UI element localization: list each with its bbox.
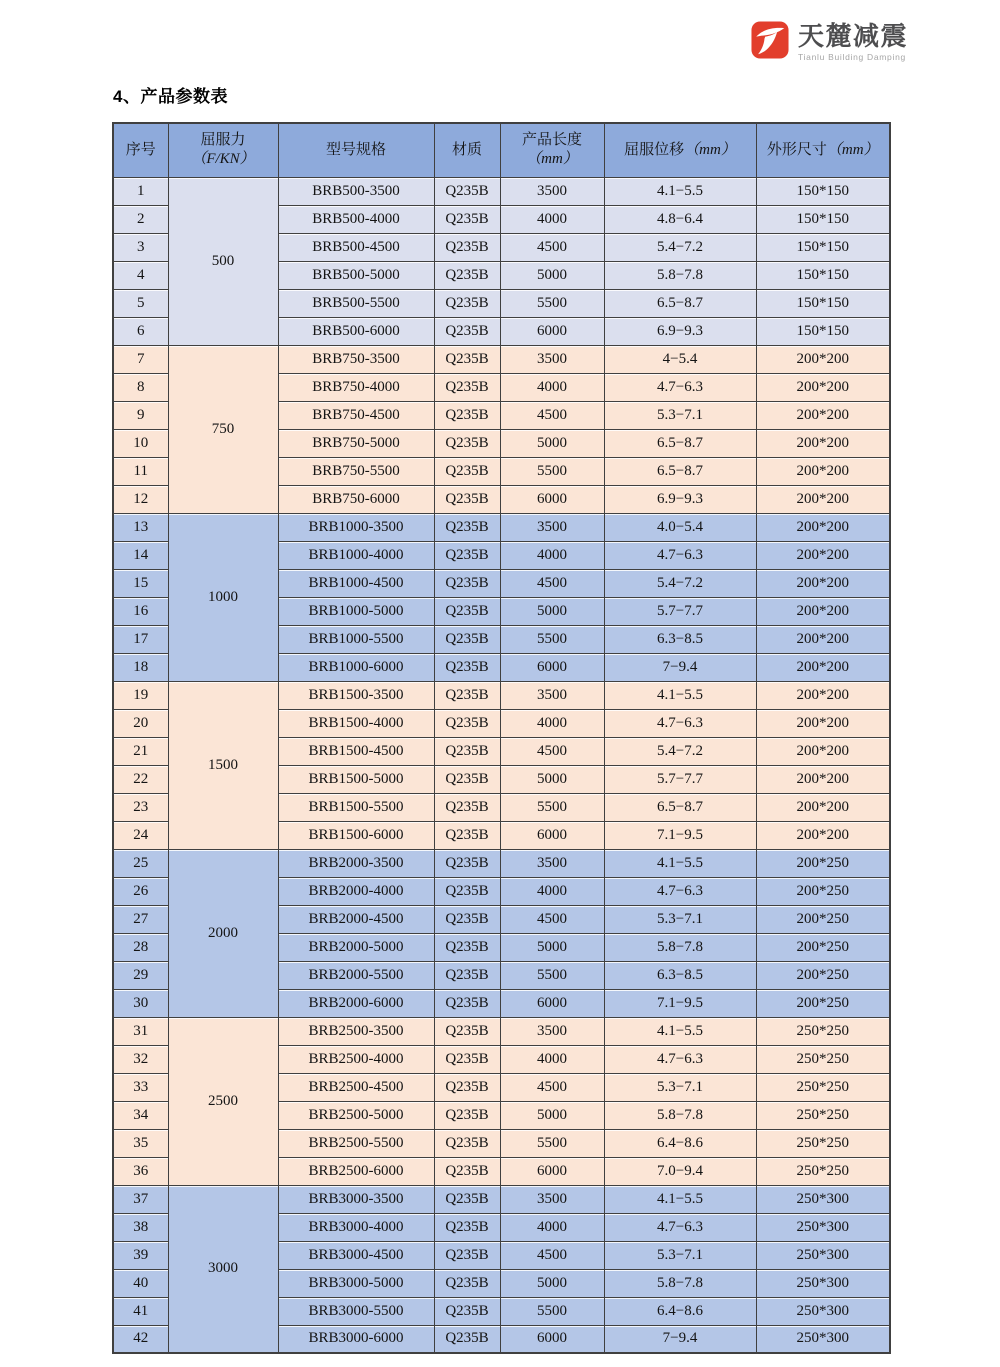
cell-model: BRB1500-5000 [278, 765, 434, 793]
cell-displacement: 4.1−5.5 [604, 177, 756, 205]
cell-force: 1500 [168, 681, 278, 849]
cell-no: 9 [113, 401, 168, 429]
cell-material: Q235B [434, 1325, 500, 1353]
cell-no: 28 [113, 933, 168, 961]
table-row [113, 513, 890, 541]
cell-size: 200*250 [756, 849, 890, 877]
cell-no: 8 [113, 373, 168, 401]
cell-displacement: 5.3−7.1 [604, 1073, 756, 1101]
cell-model: BRB2500-3500 [278, 1017, 434, 1045]
cell-size: 250*250 [756, 1017, 890, 1045]
cell-size: 200*250 [756, 905, 890, 933]
cell-displacement: 7−9.4 [604, 1325, 756, 1353]
cell-size: 150*150 [756, 233, 890, 261]
cell-material: Q235B [434, 1129, 500, 1157]
cell-material: Q235B [434, 933, 500, 961]
table-row [113, 345, 890, 373]
cell-model: BRB2000-3500 [278, 849, 434, 877]
cell-displacement: 4.7−6.3 [604, 1045, 756, 1073]
table-row [113, 849, 890, 877]
cell-length: 6000 [500, 821, 604, 849]
table-row [113, 1185, 890, 1213]
cell-model: BRB750-6000 [278, 485, 434, 513]
logo-title: 天麓减震 [798, 21, 909, 51]
cell-length: 5500 [500, 625, 604, 653]
cell-displacement: 5.8−7.8 [604, 261, 756, 289]
cell-material: Q235B [434, 177, 500, 205]
cell-no: 17 [113, 625, 168, 653]
cell-model: BRB1500-4500 [278, 737, 434, 765]
table-header [113, 123, 890, 177]
page-title: 4、产品参数表 [113, 87, 228, 106]
cell-size: 200*200 [756, 569, 890, 597]
cell-length: 5000 [500, 1101, 604, 1129]
cell-length: 3500 [500, 513, 604, 541]
cell-no: 13 [113, 513, 168, 541]
cell-no: 42 [113, 1325, 168, 1353]
header-col-1 [168, 123, 278, 177]
cell-size: 150*150 [756, 205, 890, 233]
cell-material: Q235B [434, 849, 500, 877]
cell-size: 200*200 [756, 345, 890, 373]
cell-material: Q235B [434, 513, 500, 541]
cell-model: BRB750-5000 [278, 429, 434, 457]
cell-material: Q235B [434, 765, 500, 793]
cell-size: 150*150 [756, 177, 890, 205]
cell-length: 6000 [500, 989, 604, 1017]
cell-size: 200*200 [756, 737, 890, 765]
cell-displacement: 4.1−5.5 [604, 681, 756, 709]
cell-displacement: 5.3−7.1 [604, 905, 756, 933]
cell-displacement: 5.8−7.8 [604, 1101, 756, 1129]
cell-displacement: 5.8−7.8 [604, 933, 756, 961]
cell-length: 3500 [500, 1185, 604, 1213]
cell-no: 14 [113, 541, 168, 569]
cell-model: BRB2000-4500 [278, 905, 434, 933]
cell-length: 4000 [500, 877, 604, 905]
cell-length: 5000 [500, 933, 604, 961]
cell-length: 4500 [500, 1073, 604, 1101]
cell-no: 12 [113, 485, 168, 513]
cell-length: 5500 [500, 1129, 604, 1157]
cell-length: 5000 [500, 261, 604, 289]
header-main: 材质 [451, 141, 482, 158]
cell-material: Q235B [434, 261, 500, 289]
cell-displacement: 4.7−6.3 [604, 709, 756, 737]
cell-size: 250*250 [756, 1045, 890, 1073]
cell-length: 3500 [500, 681, 604, 709]
cell-displacement: 6.5−8.7 [604, 793, 756, 821]
cell-size: 200*200 [756, 485, 890, 513]
cell-no: 24 [113, 821, 168, 849]
cell-material: Q235B [434, 401, 500, 429]
cell-force: 2500 [168, 1017, 278, 1185]
cell-no: 32 [113, 1045, 168, 1073]
cell-length: 3500 [500, 849, 604, 877]
cell-size: 200*200 [756, 541, 890, 569]
cell-length: 4500 [500, 401, 604, 429]
cell-size: 200*200 [756, 597, 890, 625]
table-row [113, 681, 890, 709]
cell-displacement: 7.1−9.5 [604, 821, 756, 849]
cell-material: Q235B [434, 541, 500, 569]
cell-displacement: 5.4−7.2 [604, 569, 756, 597]
cell-no: 36 [113, 1157, 168, 1185]
cell-length: 4500 [500, 905, 604, 933]
cell-model: BRB1000-3500 [278, 513, 434, 541]
cell-displacement: 5.4−7.2 [604, 233, 756, 261]
product-spec-table [112, 122, 891, 1354]
header-main: 外形尺寸 [766, 141, 827, 158]
cell-model: BRB1500-4000 [278, 709, 434, 737]
cell-model: BRB2500-5500 [278, 1129, 434, 1157]
cell-material: Q235B [434, 681, 500, 709]
header-col-4 [500, 123, 604, 177]
cell-force: 3000 [168, 1185, 278, 1353]
cell-force: 750 [168, 345, 278, 513]
cell-displacement: 5.3−7.1 [604, 1241, 756, 1269]
cell-size: 200*200 [756, 625, 890, 653]
cell-size: 250*300 [756, 1325, 890, 1353]
cell-size: 250*300 [756, 1241, 890, 1269]
cell-displacement: 6.3−8.5 [604, 961, 756, 989]
cell-material: Q235B [434, 1297, 500, 1325]
cell-model: BRB2000-5500 [278, 961, 434, 989]
cell-no: 30 [113, 989, 168, 1017]
cell-no: 2 [113, 205, 168, 233]
cell-length: 5500 [500, 289, 604, 317]
cell-displacement: 6.9−9.3 [604, 485, 756, 513]
cell-length: 4000 [500, 205, 604, 233]
cell-displacement: 4.7−6.3 [604, 541, 756, 569]
cell-length: 4000 [500, 1213, 604, 1241]
cell-size: 200*200 [756, 821, 890, 849]
cell-material: Q235B [434, 569, 500, 597]
cell-length: 5000 [500, 765, 604, 793]
cell-length: 5000 [500, 597, 604, 625]
cell-model: BRB3000-4500 [278, 1241, 434, 1269]
cell-no: 29 [113, 961, 168, 989]
cell-no: 19 [113, 681, 168, 709]
cell-model: BRB500-4500 [278, 233, 434, 261]
header-main: 屈服力 [200, 131, 246, 148]
cell-size: 200*200 [756, 429, 890, 457]
table-row [113, 1017, 890, 1045]
cell-material: Q235B [434, 1269, 500, 1297]
cell-length: 5500 [500, 961, 604, 989]
cell-model: BRB3000-6000 [278, 1325, 434, 1353]
cell-displacement: 5.7−7.7 [604, 765, 756, 793]
company-logo [751, 21, 908, 62]
cell-no: 25 [113, 849, 168, 877]
cell-material: Q235B [434, 1017, 500, 1045]
cell-material: Q235B [434, 989, 500, 1017]
cell-no: 40 [113, 1269, 168, 1297]
cell-size: 200*250 [756, 989, 890, 1017]
cell-length: 4500 [500, 1241, 604, 1269]
cell-model: BRB2500-5000 [278, 1101, 434, 1129]
cell-length: 4000 [500, 709, 604, 737]
cell-material: Q235B [434, 905, 500, 933]
cell-model: BRB1000-5000 [278, 597, 434, 625]
cell-size: 250*300 [756, 1269, 890, 1297]
cell-material: Q235B [434, 709, 500, 737]
cell-no: 16 [113, 597, 168, 625]
cell-length: 5500 [500, 793, 604, 821]
cell-model: BRB2000-5000 [278, 933, 434, 961]
cell-force: 1000 [168, 513, 278, 681]
cell-size: 200*200 [756, 793, 890, 821]
cell-no: 39 [113, 1241, 168, 1269]
cell-material: Q235B [434, 289, 500, 317]
header-col-5 [604, 123, 756, 177]
cell-size: 250*250 [756, 1157, 890, 1185]
header-col-0 [113, 123, 168, 177]
cell-displacement: 6.3−8.5 [604, 625, 756, 653]
header-main: 型号规格 [325, 141, 386, 158]
cell-size: 250*300 [756, 1213, 890, 1241]
cell-size: 200*250 [756, 961, 890, 989]
cell-force: 500 [168, 177, 278, 345]
header-unit: （F/KN） [191, 151, 255, 168]
cell-material: Q235B [434, 429, 500, 457]
cell-size: 250*300 [756, 1297, 890, 1325]
cell-size: 250*250 [756, 1129, 890, 1157]
cell-size: 200*200 [756, 401, 890, 429]
cell-material: Q235B [434, 233, 500, 261]
cell-no: 10 [113, 429, 168, 457]
cell-length: 5500 [500, 1297, 604, 1325]
cell-no: 15 [113, 569, 168, 597]
header-unit suffix: （mm） [826, 141, 879, 158]
cell-displacement: 5.7−7.7 [604, 597, 756, 625]
cell-material: Q235B [434, 821, 500, 849]
cell-no: 27 [113, 905, 168, 933]
cell-displacement: 6.9−9.3 [604, 317, 756, 345]
cell-no: 5 [113, 289, 168, 317]
cell-material: Q235B [434, 877, 500, 905]
cell-material: Q235B [434, 373, 500, 401]
cell-displacement: 4.1−5.5 [604, 1017, 756, 1045]
header-unit: （mm） [526, 151, 578, 168]
cell-displacement: 4.0−5.4 [604, 513, 756, 541]
cell-length: 6000 [500, 1325, 604, 1353]
cell-model: BRB1000-4000 [278, 541, 434, 569]
cell-length: 4000 [500, 1045, 604, 1073]
cell-displacement: 6.5−8.7 [604, 289, 756, 317]
cell-model: BRB1500-6000 [278, 821, 434, 849]
cell-displacement: 6.4−8.6 [604, 1297, 756, 1325]
cell-no: 41 [113, 1297, 168, 1325]
cell-model: BRB1500-5500 [278, 793, 434, 821]
cell-model: BRB750-5500 [278, 457, 434, 485]
cell-model: BRB2000-4000 [278, 877, 434, 905]
cell-model: BRB500-4000 [278, 205, 434, 233]
cell-material: Q235B [434, 205, 500, 233]
cell-no: 21 [113, 737, 168, 765]
cell-length: 4500 [500, 569, 604, 597]
cell-no: 1 [113, 177, 168, 205]
header-unit suffix: （mm） [684, 141, 736, 158]
tianlu-logo-icon [751, 21, 789, 59]
cell-no: 38 [113, 1213, 168, 1241]
cell-no: 7 [113, 345, 168, 373]
cell-no: 33 [113, 1073, 168, 1101]
cell-model: BRB2000-6000 [278, 989, 434, 1017]
cell-material: Q235B [434, 793, 500, 821]
cell-model: BRB1500-3500 [278, 681, 434, 709]
cell-model: BRB2500-6000 [278, 1157, 434, 1185]
cell-model: BRB1000-4500 [278, 569, 434, 597]
cell-size: 250*300 [756, 1185, 890, 1213]
cell-no: 31 [113, 1017, 168, 1045]
cell-no: 11 [113, 457, 168, 485]
cell-length: 6000 [500, 485, 604, 513]
cell-displacement: 6.5−8.7 [604, 429, 756, 457]
logo-subtitle: Tianlu Building Damping [798, 52, 906, 62]
cell-material: Q235B [434, 457, 500, 485]
cell-length: 4500 [500, 233, 604, 261]
cell-material: Q235B [434, 1101, 500, 1129]
cell-size: 200*200 [756, 653, 890, 681]
cell-force: 2000 [168, 849, 278, 1017]
cell-model: BRB500-6000 [278, 317, 434, 345]
cell-material: Q235B [434, 737, 500, 765]
cell-length: 6000 [500, 653, 604, 681]
header-main: 序号 [125, 141, 156, 158]
cell-material: Q235B [434, 1157, 500, 1185]
cell-no: 18 [113, 653, 168, 681]
cell-size: 200*200 [756, 709, 890, 737]
table-body [113, 177, 890, 1353]
cell-displacement: 6.4−8.6 [604, 1129, 756, 1157]
cell-no: 37 [113, 1185, 168, 1213]
cell-material: Q235B [434, 961, 500, 989]
cell-no: 22 [113, 765, 168, 793]
cell-size: 200*200 [756, 681, 890, 709]
cell-model: BRB750-3500 [278, 345, 434, 373]
cell-displacement: 4.8−6.4 [604, 205, 756, 233]
cell-no: 23 [113, 793, 168, 821]
cell-displacement: 7−9.4 [604, 653, 756, 681]
cell-model: BRB1000-6000 [278, 653, 434, 681]
cell-no: 3 [113, 233, 168, 261]
cell-displacement: 4.1−5.5 [604, 1185, 756, 1213]
cell-model: BRB750-4500 [278, 401, 434, 429]
cell-displacement: 4.7−6.3 [604, 877, 756, 905]
cell-size: 150*150 [756, 317, 890, 345]
cell-length: 5000 [500, 1269, 604, 1297]
cell-no: 20 [113, 709, 168, 737]
cell-model: BRB2500-4500 [278, 1073, 434, 1101]
header-col-2 [278, 123, 434, 177]
cell-model: BRB1000-5500 [278, 625, 434, 653]
cell-size: 200*200 [756, 373, 890, 401]
cell-displacement: 6.5−8.7 [604, 457, 756, 485]
cell-model: BRB3000-4000 [278, 1213, 434, 1241]
cell-no: 26 [113, 877, 168, 905]
cell-displacement: 7.1−9.5 [604, 989, 756, 1017]
cell-material: Q235B [434, 317, 500, 345]
cell-model: BRB500-5000 [278, 261, 434, 289]
cell-no: 34 [113, 1101, 168, 1129]
cell-model: BRB3000-3500 [278, 1185, 434, 1213]
cell-displacement: 4.1−5.5 [604, 849, 756, 877]
cell-displacement: 5.8−7.8 [604, 1269, 756, 1297]
cell-size: 200*200 [756, 513, 890, 541]
cell-no: 6 [113, 317, 168, 345]
cell-model: BRB3000-5000 [278, 1269, 434, 1297]
cell-length: 6000 [500, 317, 604, 345]
cell-length: 5000 [500, 429, 604, 457]
cell-no: 4 [113, 261, 168, 289]
cell-material: Q235B [434, 1213, 500, 1241]
cell-length: 4500 [500, 737, 604, 765]
cell-length: 3500 [500, 1017, 604, 1045]
cell-displacement: 7.0−9.4 [604, 1157, 756, 1185]
cell-size: 200*200 [756, 457, 890, 485]
cell-size: 200*250 [756, 933, 890, 961]
cell-size: 250*250 [756, 1101, 890, 1129]
logo-text-block [798, 21, 908, 62]
cell-model: BRB3000-5500 [278, 1297, 434, 1325]
cell-material: Q235B [434, 597, 500, 625]
cell-size: 200*250 [756, 877, 890, 905]
cell-model: BRB750-4000 [278, 373, 434, 401]
cell-material: Q235B [434, 1045, 500, 1073]
header-main: 屈服位移 [624, 141, 685, 158]
cell-displacement: 4.7−6.3 [604, 1213, 756, 1241]
cell-material: Q235B [434, 653, 500, 681]
cell-length: 3500 [500, 345, 604, 373]
cell-material: Q235B [434, 1185, 500, 1213]
cell-model: BRB2500-4000 [278, 1045, 434, 1073]
cell-length: 3500 [500, 177, 604, 205]
cell-length: 6000 [500, 1157, 604, 1185]
cell-size: 200*200 [756, 765, 890, 793]
cell-displacement: 4.7−6.3 [604, 373, 756, 401]
cell-length: 4000 [500, 541, 604, 569]
cell-displacement: 4−5.4 [604, 345, 756, 373]
cell-size: 150*150 [756, 289, 890, 317]
table-row [113, 177, 890, 205]
cell-material: Q235B [434, 485, 500, 513]
cell-material: Q235B [434, 625, 500, 653]
header-row [113, 123, 890, 177]
cell-size: 250*250 [756, 1073, 890, 1101]
cell-length: 5500 [500, 457, 604, 485]
header-main: 产品长度 [521, 131, 582, 148]
cell-size: 150*150 [756, 261, 890, 289]
cell-displacement: 5.4−7.2 [604, 737, 756, 765]
header-col-3 [434, 123, 500, 177]
cell-material: Q235B [434, 1241, 500, 1269]
cell-model: BRB500-3500 [278, 177, 434, 205]
cell-material: Q235B [434, 345, 500, 373]
cell-no: 35 [113, 1129, 168, 1157]
cell-displacement: 5.3−7.1 [604, 401, 756, 429]
header-col-6 [756, 123, 890, 177]
cell-length: 4000 [500, 373, 604, 401]
cell-material: Q235B [434, 1073, 500, 1101]
cell-model: BRB500-5500 [278, 289, 434, 317]
